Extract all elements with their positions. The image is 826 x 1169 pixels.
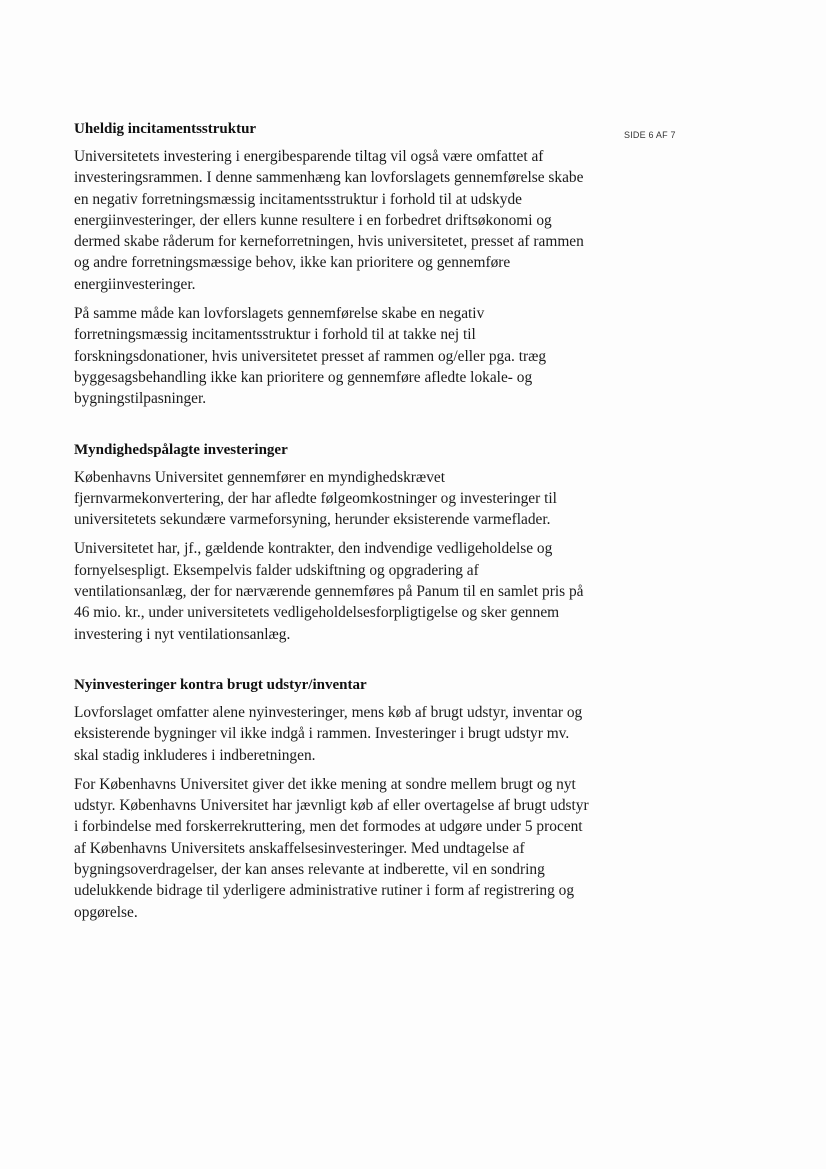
section-nyinvesteringer-kontra-brugt-udstyr — [74, 675, 594, 923]
paragraph: Lovforslaget omfatter alene nyinvesteringer, mens køb af brugt udstyr, inventar og eksisterende bygninger vil ikke indgå i rammen. Investeringer i brugt udstyr mv. skal stadig inkluderes i indberetningen. — [74, 703, 583, 764]
paragraph: Universitetet har, jf., gældende kontrakter, den indvendige vedligeholdelse og fornyelsespligt. Eksempelvis falder udskiftning og opgradering af ventilationsanlæg, der for nærværende gennemføres på Panum til en samlet pris på 46 mio. kr., under universitetets vedligeholdelsesforpligtigelse og sker gennem investering i nyt ventilationsanlæg. — [74, 540, 584, 643]
paragraph: For Københavns Universitet giver det ikke mening at sondre mellem brugt og nyt udstyr. Københavns Universitet har jævnligt køb af eller overtagelse af brugt udstyr i forbindelse med forskerrekruttering, men det formodes at udgøre under 5 procent af Københavns Universitets anskaffelsesinvesteringer. Med undtagelse af bygningsoverdragelser, der kan anses relevante at indberette, vil en sondring udelukkende bidrage til yderligere administrative rutiner i form af registrering og opgørelse. — [74, 775, 589, 921]
section-heading: Nyinvesteringer kontra brugt udstyr/inventar — [74, 676, 367, 693]
section-myndighedspaalagte-investeringer — [74, 440, 594, 645]
page-number: SIDE 6 AF 7 — [624, 130, 676, 140]
section-uheldig-incitamentsstruktur — [74, 119, 594, 410]
section-heading: Uheldig incitamentsstruktur — [74, 121, 257, 137]
section-heading: Myndighedspålagte investeringer — [74, 441, 288, 458]
document-body — [74, 119, 594, 931]
paragraph: Københavns Universitet gennemfører en myndighedskrævet fjernvarmekonvertering, der har afledte følgeomkostninger og investeringer til universitetets sekundære varmeforsyning, herunder eksisterende varmeflader. — [74, 468, 557, 529]
paragraph: Universitetets investering i energibesparende tiltag vil også være omfattet af investeringsrammen. I denne sammenhæng kan lovforslagets gennemførelse skabe en negativ forretningsmæssig incitamentsstruktur i forhold til at udskyde energiinvesteringer, der ellers kunne resultere i en forbedret driftsøkonomi og dermed skabe råderum for kerneforretningen, hvis universitetet, presset af rammen og andre forretningsmæssige behov, ikke kan prioritere og gennemføre energiinvesteringer. — [74, 148, 584, 293]
paragraph: På samme måde kan lovforslagets gennemførelse skabe en negativ forretningsmæssig incitamentsstruktur i forhold til at takke nej til forskningsdonationer, hvis universitetet presset af rammen og/eller pga. træg byggesagsbehandling ikke kan prioritere og gennemføre afledte lokale- og bygningstilpasninger. — [74, 305, 547, 408]
